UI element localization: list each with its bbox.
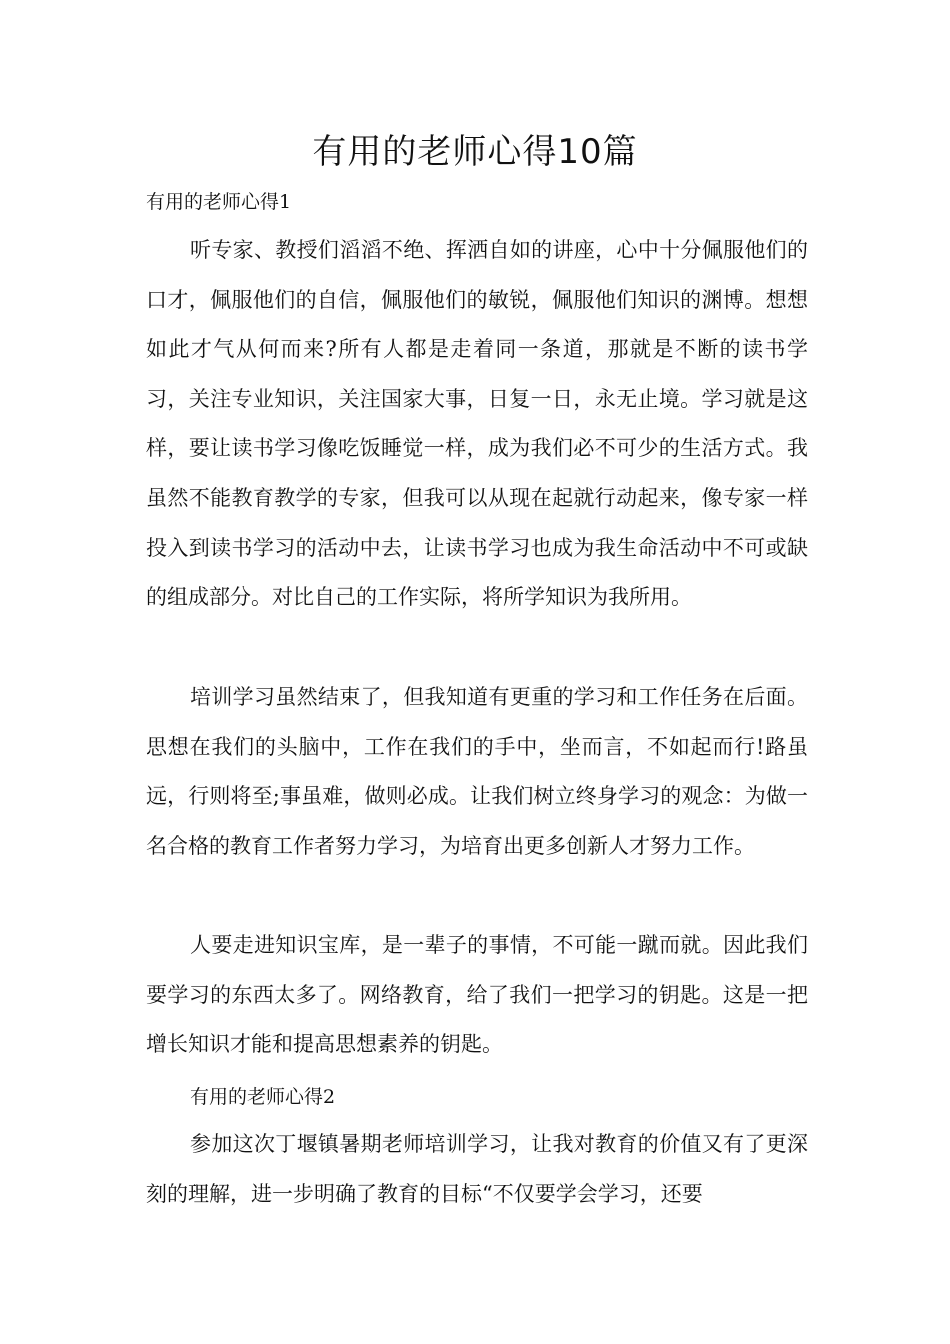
section-heading-1: 有用的老师心得1 [146,191,292,213]
paragraph-1: 听专家、教授们滔滔不绝、挥洒自如的讲座，心中十分佩服他们的口才，佩服他们的自信，佩服他们的敏锐，佩服他们知识的渊博。想想如此才气从何而来?所有人都是走着同一条道，那就是不断的读书学习，关注专业知识，关注国家大事，日复一日，永无止境。学习就是这样，要让读书学习像吃饭睡觉一样，成为我们必不可少的生活方式。我虽然不能教育教学的专家，但我可以从现在起就行动起来，像专家一样投入到读书学习的活动中去，让读书学习也成为我生命活动中不可或缺的组成部分。对比自己的工作实际，将所学知识为我所用。 [146,238,808,610]
paragraph-4: 参加这次丁堰镇暑期老师培训学习，让我对教育的价值又有了更深刻的理解，进一步明确了教育的目标“不仅要学会学习，还要 [146,1132,808,1206]
section-heading-2: 有用的老师心得2 [190,1086,336,1108]
paragraph-3: 人要走进知识宝库，是一辈子的事情，不可能一蹴而就。因此我们要学习的东西太多了。网络教育，给了我们一把学习的钥匙。这是一把增长知识才能和提高思想素养的钥匙。 [146,933,808,1057]
document-title: 有用的老师心得10篇 [312,132,638,172]
paragraph-2: 培训学习虽然结束了，但我知道有更重的学习和工作任务在后面。思想在我们的头脑中，工作在我们的手中，坐而言，不如起而行!路虽远，行则将至;事虽难，做则必成。让我们树立终身学习的观念：为做一名合格的教育工作者努力学习，为培育出更多创新人才努力工作。 [146,685,808,858]
